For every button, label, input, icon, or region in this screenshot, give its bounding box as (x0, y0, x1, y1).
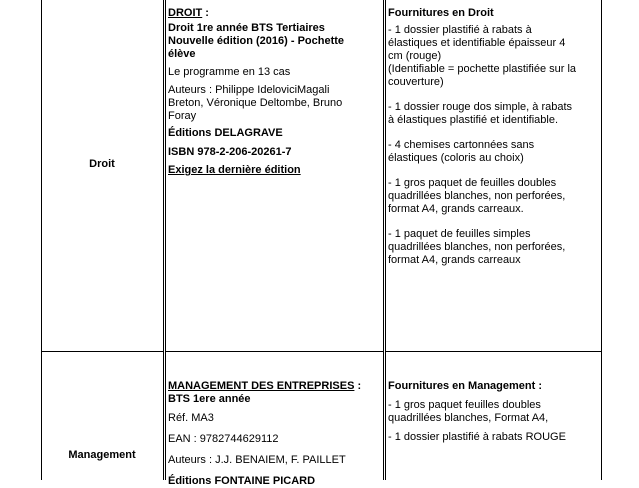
row-divider-mid (165, 351, 383, 352)
book-authors-droit: Auteurs : Philippe IdeloviciMagali Breton, Véronique Deltombe, Bruno Foray (168, 84, 343, 122)
column-divider-1 (163, 0, 164, 480)
row-divider-right (385, 351, 601, 352)
table-border-right (601, 0, 602, 480)
subject-label-management: Management (68, 449, 136, 461)
supply-item-2-management: - 1 dossier plastifié à rabats ROUGE (388, 431, 566, 443)
book-title-droit: Droit 1re année BTS Tertiaires Nouvelle édition (2016) - Pochette élève (168, 22, 345, 60)
book-publisher-droit: Éditions DELAGRAVE (168, 127, 283, 139)
book-ean-management: EAN : 9782744629112 (168, 433, 279, 445)
book-title-management: BTS 1ere année (168, 393, 251, 405)
supplies-cell-droit (388, 7, 600, 267)
book-note-droit: Exigez la dernière édition (168, 164, 301, 176)
supply-item-3-droit: - 4 chemises cartonnées sans élastiques (coloris au choix) (388, 139, 535, 164)
book-authors-management: Auteurs : J.J. BENAIEM, F. PAILLET (168, 454, 346, 466)
supplies-header-droit: Fournitures en Droit (388, 7, 494, 19)
book-header-management: MANAGEMENT DES ENTREPRISES : (168, 380, 362, 392)
book-program-droit: Le programme en 13 cas (168, 66, 291, 78)
subject-label-droit: Droit (89, 158, 115, 170)
row-divider (41, 351, 163, 352)
book-isbn-droit: ISBN 978-2-206-20261-7 (168, 146, 292, 158)
book-cell-droit (168, 7, 380, 177)
supply-item-4-droit: - 1 gros paquet de feuilles doubles quadrillées blanches, non perforées, format A4, grands carreaux. (388, 177, 566, 215)
table-border-left (41, 0, 42, 480)
supply-item-5-droit: - 1 paquet de feuilles simples quadrillées blanches, non perforées, format A4, grands carreaux (388, 228, 566, 266)
supplies-cell-management (388, 380, 600, 444)
column-divider-2 (383, 0, 384, 480)
book-ref-management: Réf. MA3 (168, 412, 214, 424)
supply-item-1-management: - 1 gros paquet feuilles doubles quadrillées blanches, Format A4, (388, 399, 549, 424)
book-cell-management (168, 380, 382, 488)
book-publisher-management: Éditions FONTAINE PICARD (168, 475, 316, 487)
column-divider-2b (385, 0, 386, 480)
column-divider-1b (165, 0, 166, 480)
supply-item-2-droit: - 1 dossier rouge dos simple, à rabats à élastiques plastifié et identifiable. (388, 101, 573, 126)
supply-item-1-droit: - 1 dossier plastifié à rabats à élastiques et identifiable épaisseur 4 cm (rouge) (Identifiable = pochette plastifiée sur la couverture) (388, 24, 577, 88)
supplies-header-management: Fournitures en Management : (388, 380, 543, 392)
book-header-droit: DROIT : (168, 7, 209, 19)
